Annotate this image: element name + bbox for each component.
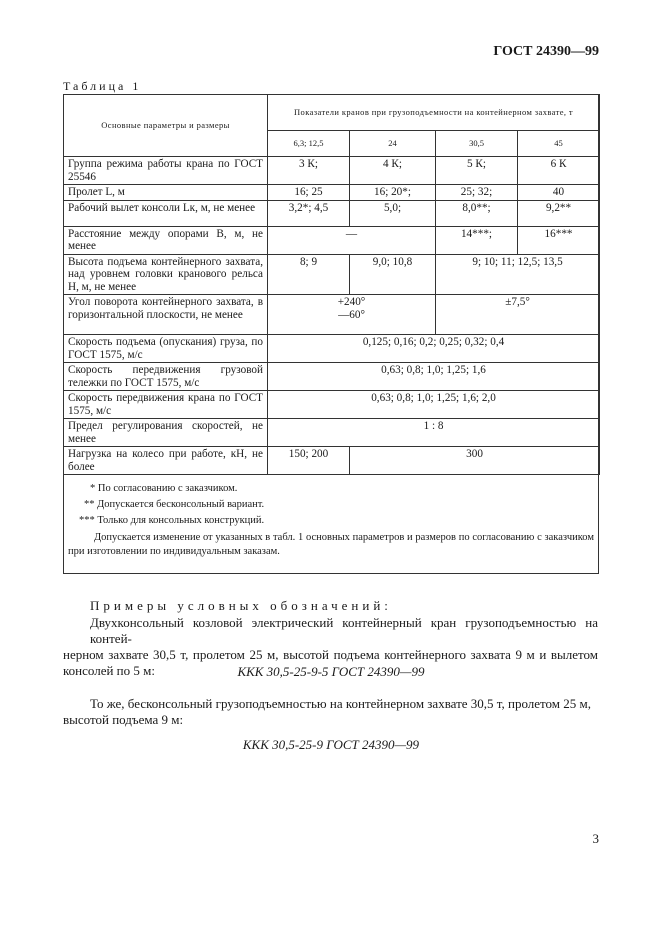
footnote: *** Только для консольных конструкций. bbox=[79, 515, 265, 526]
row-label: Рабочий вылет консоли Lк, м, не менее bbox=[64, 200, 268, 226]
table-row bbox=[64, 363, 600, 391]
table-row bbox=[64, 157, 600, 185]
examples-title: Примеры условных обозначений: bbox=[90, 598, 392, 613]
cell-value: 14***; bbox=[436, 226, 518, 254]
capacity-header: 30,5 bbox=[436, 131, 518, 157]
cell-value: 4 К; bbox=[350, 157, 436, 185]
row-label: Скорость подъема (опускания) груза, по ГОСТ 1575, м/с bbox=[64, 335, 268, 363]
row-label: Скорость передвижения грузовой тележки по ГОСТ 1575, м/с bbox=[64, 363, 268, 391]
cell-value: 5 К; bbox=[436, 157, 518, 185]
rotation-angle-cell bbox=[268, 295, 436, 335]
row-label: Высота подъема контейнерного захвата, над уровнем головки кранового рельса Н, м, не менее bbox=[64, 254, 268, 295]
row-label: Пролет L, м bbox=[64, 185, 268, 201]
cell-value: 16*** bbox=[518, 226, 600, 254]
cell-value: 9,0; 10,8 bbox=[350, 254, 436, 295]
row-label: Скорость передвижения крана по ГОСТ 1575, м/с bbox=[64, 391, 268, 419]
parameters-table bbox=[63, 94, 599, 574]
table-row bbox=[64, 447, 600, 475]
cell-value: 0,125; 0,16; 0,2; 0,25; 0,32; 0,4 bbox=[268, 335, 600, 363]
cell-value: 40 bbox=[518, 185, 600, 201]
table-row bbox=[64, 295, 600, 335]
cell-value: 150; 200 bbox=[268, 447, 350, 475]
footnote: ** Допускается бесконсольный вариант. bbox=[84, 499, 265, 510]
row-label: Нагрузка на колесо при работе, кН, не более bbox=[64, 447, 268, 475]
cell-value: — bbox=[268, 226, 436, 254]
cell-value: 3 К; bbox=[268, 157, 350, 185]
table-row bbox=[64, 226, 600, 254]
paragraph-text: То же, бесконсольный грузоподъемностью на контейнерном захвате 30,5 т, пролетом 25 м, bbox=[90, 696, 592, 711]
cell-value: 0,63; 0,8; 1,0; 1,25; 1,6 bbox=[268, 363, 600, 391]
cell-value: —60° bbox=[338, 308, 365, 321]
table-row bbox=[64, 185, 600, 201]
row-label: Угол поворота контейнерного захвата, в горизонтальной плоскости, не менее bbox=[64, 295, 268, 335]
table-row bbox=[64, 335, 600, 363]
table-caption: Таблица 1 bbox=[63, 79, 142, 93]
cell-value: 9; 10; 11; 12,5; 13,5 bbox=[436, 254, 600, 295]
capacity-header: 45 bbox=[518, 131, 600, 157]
cell-value: ±7,5° bbox=[436, 295, 600, 335]
table-footnotes bbox=[64, 475, 598, 559]
cell-value: 5,0; bbox=[350, 200, 436, 226]
capacity-header: 6,3; 12,5 bbox=[268, 131, 350, 157]
table-row bbox=[64, 200, 600, 226]
cell-value: 1 : 8 bbox=[268, 419, 600, 447]
cell-value: 25; 32; bbox=[436, 185, 518, 201]
cell-value: +240° bbox=[337, 296, 366, 308]
param-column-header: Основные параметры и размеры bbox=[64, 95, 268, 157]
cell-value: 8; 9 bbox=[268, 254, 350, 295]
cell-value: 9,2** bbox=[518, 200, 600, 226]
paragraph-text: нерном захвате 30,5 т, пролетом 25 м, высотой подъема контейнерного захвата 9 м и вылетом консолей по 5 м: bbox=[63, 647, 598, 678]
table-row bbox=[64, 391, 600, 419]
paragraph-text: Двухконсольный козловой электрический контейнерный кран грузоподъемностью на контей- bbox=[90, 615, 598, 646]
row-label: Предел регулирования скоростей, не менее bbox=[64, 419, 268, 447]
capacity-group-header: Показатели кранов при грузоподъемности на контейнерном захвате, т bbox=[268, 95, 600, 131]
designation-example-2: ККК 30,5-25-9 ГОСТ 24390—99 bbox=[242, 737, 420, 752]
cell-value: 6 К bbox=[518, 157, 600, 185]
cell-value: 0,63; 0,8; 1,0; 1,25; 1,6; 2,0 bbox=[268, 391, 600, 419]
paragraph-text: высотой подъема 9 м: bbox=[63, 712, 184, 727]
footnote: * По согласованию с заказчиком. bbox=[90, 483, 238, 494]
standard-number: ГОСТ 24390—99 bbox=[493, 44, 599, 59]
row-label: Группа режима работы крана по ГОСТ 25546 bbox=[64, 157, 268, 185]
designation-example-1: ККК 30,5-25-9-5 ГОСТ 24390—99 bbox=[237, 664, 425, 679]
capacity-header: 24 bbox=[350, 131, 436, 157]
cell-value: 16; 20*; bbox=[350, 185, 436, 201]
example-paragraph-2 bbox=[63, 696, 598, 728]
table-row bbox=[64, 254, 600, 295]
row-label: Расстояние между опорами В, м, не менее bbox=[64, 226, 268, 254]
cell-value: 16; 25 bbox=[268, 185, 350, 201]
cell-value: 8,0**; bbox=[436, 200, 518, 226]
cell-value: 3,2*; 4,5 bbox=[268, 200, 350, 226]
table-note: Допускается изменение от указанных в табл. 1 основных параметров и размеров по согласованию с заказчиком при изготовлении по индивидуальным заказам. bbox=[68, 532, 594, 557]
table-row bbox=[64, 419, 600, 447]
page-number: 3 bbox=[592, 831, 599, 846]
cell-value: 300 bbox=[350, 447, 600, 475]
